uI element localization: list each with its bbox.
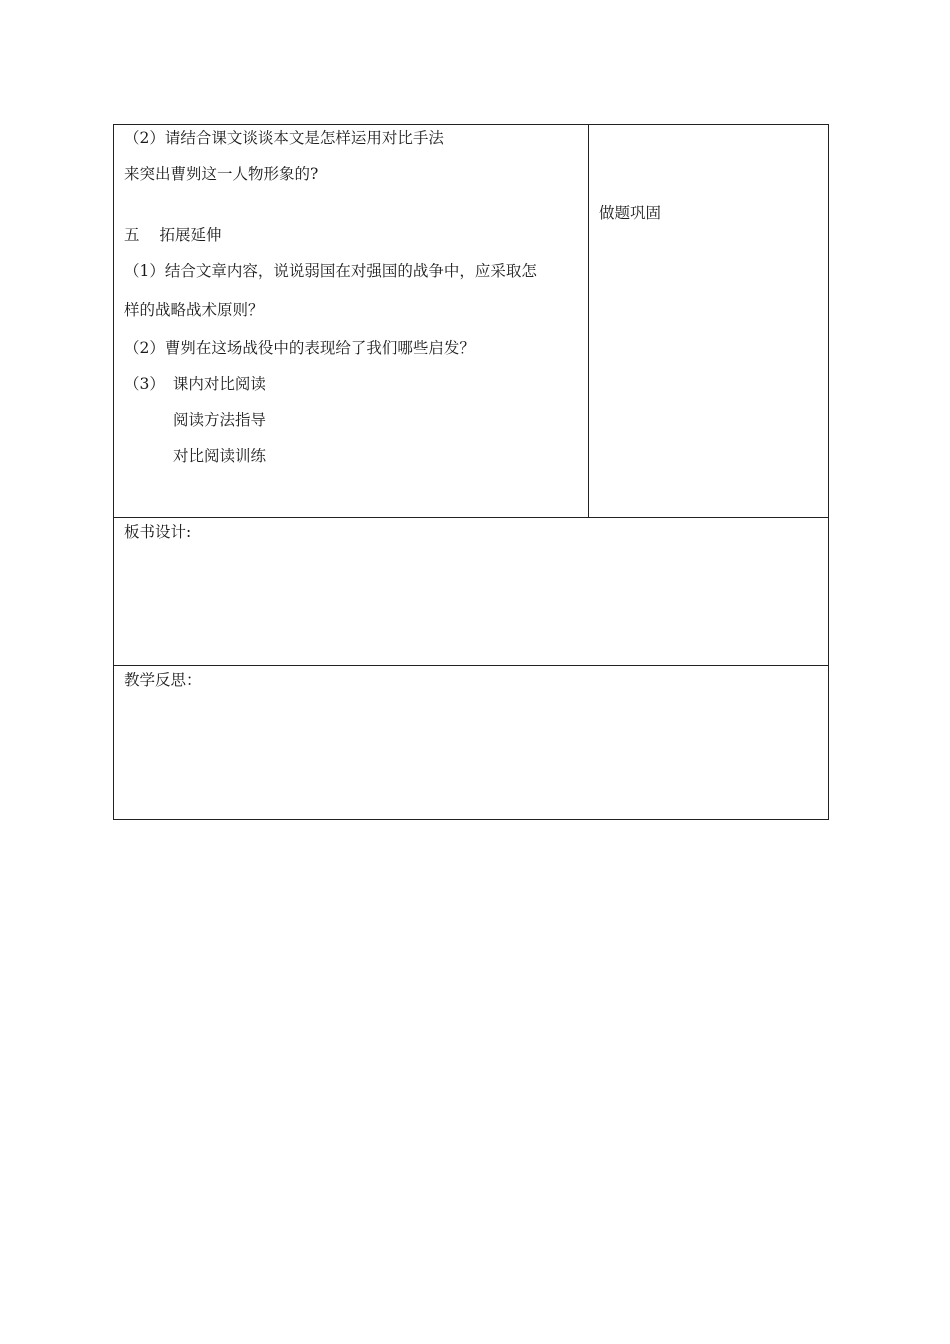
section-title: 拓展延伸: [159, 226, 222, 244]
section-number: 五: [124, 226, 140, 244]
teaching-content-cell: [114, 125, 589, 518]
reflection-cell: [114, 666, 829, 820]
extension-1-line2: 样的战略战术原则？: [124, 301, 264, 319]
board-design-label: 板书设计:: [124, 523, 192, 541]
activity-text: 做题巩固: [599, 204, 662, 222]
reading-method-guide: 阅读方法指导: [173, 411, 267, 429]
lesson-plan-table: [113, 124, 829, 820]
reflection-label: 教学反思：: [124, 671, 202, 689]
board-design-row: [114, 518, 829, 666]
question-2-line2: 来突出曹刿这一人物形象的?: [124, 165, 319, 183]
extension-3-number: （3）: [124, 375, 165, 393]
extension-3: [124, 374, 266, 394]
question-2-line1: （2）请结合课文谈谈本文是怎样运用对比手法: [124, 129, 444, 147]
extension-3-title: 课内对比阅读: [172, 375, 266, 393]
extension-2: （2）曹刿在这场战役中的表现给了我们哪些启发？: [124, 339, 475, 357]
extension-1-line1: （1）结合文章内容，说说弱国在对强国的战争中，应采取怎: [124, 262, 537, 280]
comparative-reading-practice: 对比阅读训练: [173, 447, 267, 465]
content-row: [114, 125, 829, 518]
section-heading: [124, 225, 222, 245]
board-design-cell: [114, 518, 829, 666]
reflection-row: [114, 666, 829, 820]
activity-cell: [589, 125, 829, 518]
